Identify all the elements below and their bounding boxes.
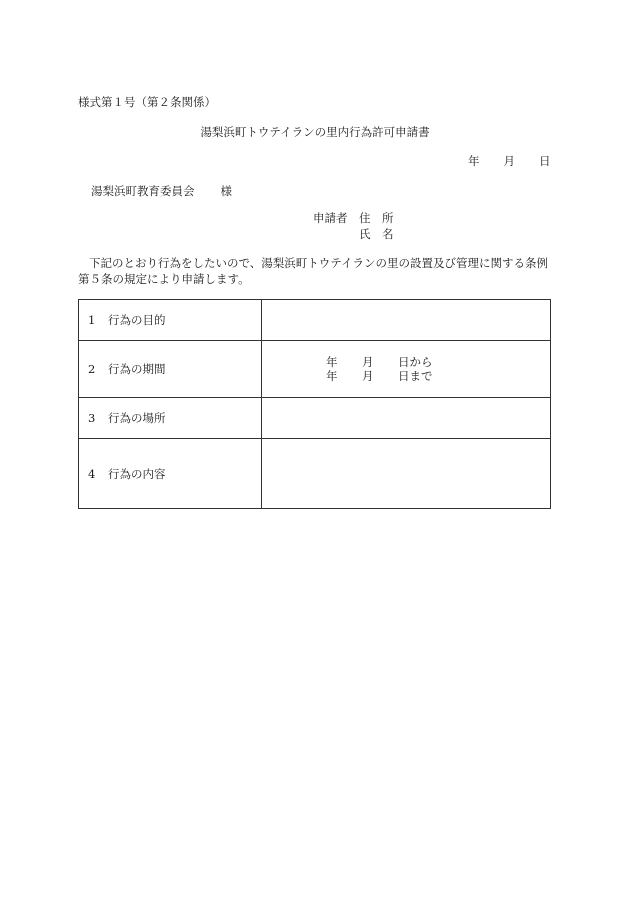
- purpose-label: 行為の目的: [108, 313, 166, 327]
- period-from: 年 月 日から: [326, 355, 433, 369]
- form-number: 様式第１号（第２条関係）: [78, 95, 216, 109]
- period-field[interactable]: [262, 341, 551, 398]
- document-title: 湯梨浜町トウテイランの里内行為許可申請書: [200, 125, 430, 139]
- location-field[interactable]: [262, 398, 551, 439]
- addressee-honorific: 様: [220, 184, 232, 198]
- row-label: 4 行為の内容: [79, 439, 262, 509]
- content-label: 行為の内容: [108, 466, 166, 481]
- date-day: 日: [539, 154, 551, 168]
- applicant-address-label: 住 所: [359, 211, 394, 225]
- applicant-block: [313, 211, 394, 242]
- table-row: [79, 398, 551, 439]
- location-label: 行為の場所: [108, 411, 166, 425]
- purpose-field[interactable]: [262, 300, 551, 341]
- table-row: [79, 300, 551, 341]
- addressee-name: 湯梨浜町教育委員会: [91, 184, 195, 198]
- date-year: 年: [468, 154, 480, 168]
- period-to: 年 月 日まで: [326, 369, 433, 383]
- applicant-name-label: 氏 名: [359, 226, 394, 241]
- row-label: 3 行為の場所: [79, 398, 262, 439]
- applicant-role: 申請者: [313, 211, 348, 225]
- row-label: 2 行為の期間: [79, 341, 262, 398]
- content-field[interactable]: [262, 439, 551, 509]
- period-label: 行為の期間: [108, 362, 166, 376]
- date-line: [468, 154, 551, 170]
- addressee: [91, 184, 232, 200]
- application-table: [78, 299, 551, 509]
- row-label: 1 行為の目的: [79, 300, 262, 341]
- application-statement: 下記のとおり行為をしたいので、湯梨浜町トウテイランの里の設置及び管理に関する条例第５条の規定により申請します。: [78, 256, 548, 286]
- table-row: [79, 439, 551, 509]
- table-row: [79, 341, 551, 398]
- date-month: 月: [503, 154, 515, 168]
